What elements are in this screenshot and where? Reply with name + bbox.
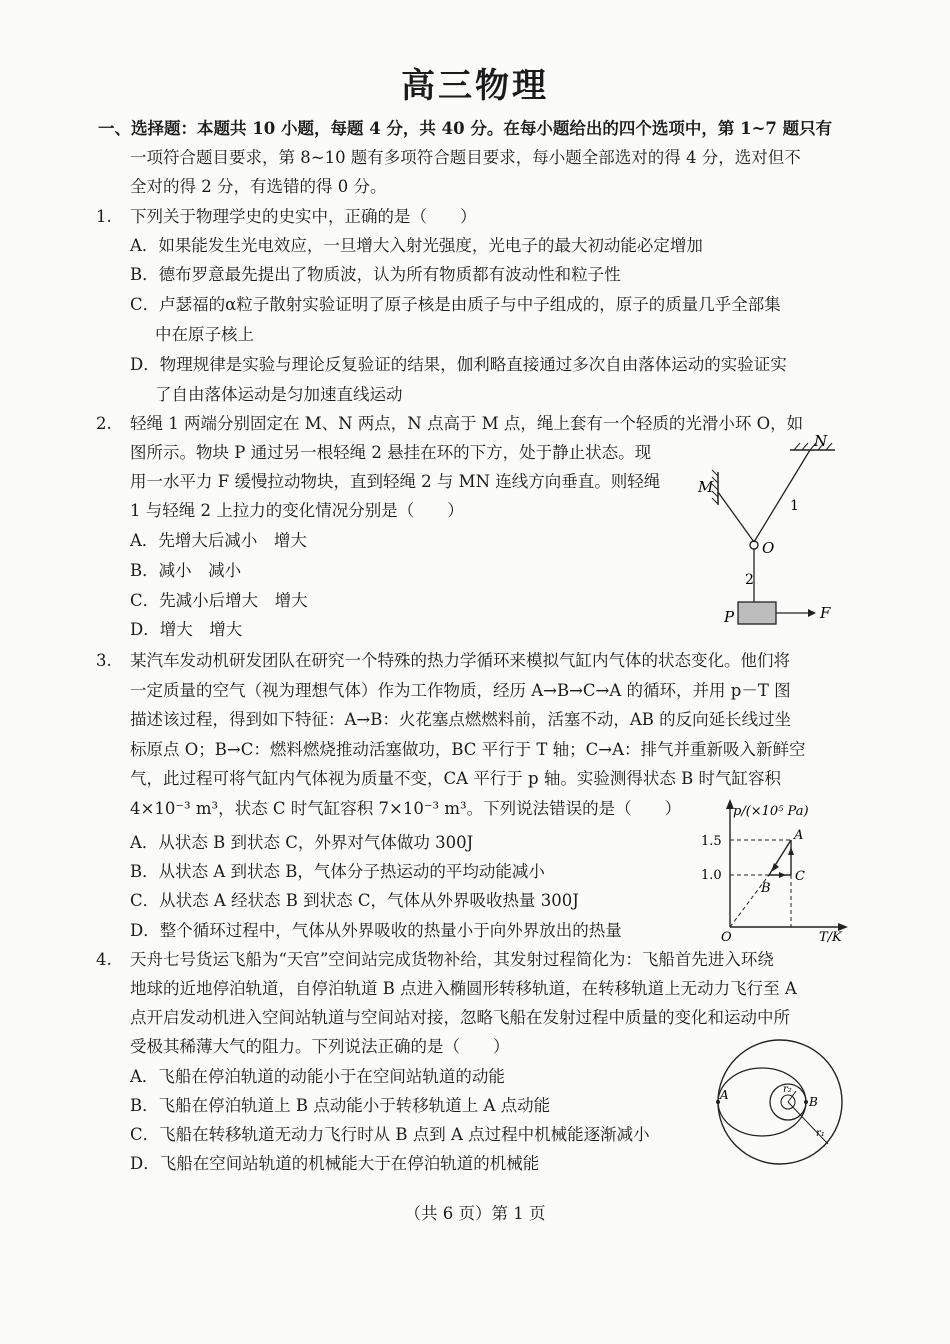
question-stem: 一定质量的空气（视为理想气体）作为工作物质，经历 A→B→C→A 的循环，并用 p－T 图 <box>130 681 791 700</box>
question-number: 4. <box>96 950 112 969</box>
option-a: A．先增大后减小 增大 <box>130 531 307 550</box>
label-a: A <box>720 1088 729 1102</box>
option-c: C．飞船在转移轨道无动力飞行时从 B 点到 A 点过程中机械能逐渐减小 <box>130 1125 650 1144</box>
question-stem: 轻绳 1 两端分别固定在 M、N 两点，N 点高于 M 点，绳上套有一个轻质的光滑小环 O，如 <box>130 414 804 433</box>
rope-1-right <box>754 450 810 542</box>
arrow-b-c <box>779 872 786 878</box>
question-stem: 地球的近地停泊轨道，自停泊轨道 B 点进入椭圆形转移轨道，在转移轨道上无动力飞行至 A <box>130 979 797 998</box>
page-footer: （共 6 页）第 1 页 <box>404 1204 546 1223</box>
transfer-orbit <box>718 1068 806 1136</box>
option-a: A．飞船在停泊轨道的动能小于在空间站轨道的动能 <box>130 1067 505 1086</box>
option-d: D．物理规律是实验与理论反复验证的结果，伽利略直接通过多次自由落体运动的实验证实 <box>130 355 787 374</box>
arrow-a-b <box>771 863 779 872</box>
label-n: N <box>814 432 828 450</box>
question-stem: 点开启发动机进入空间站轨道与空间站对接，忽略飞船在发射过程中质量的变化和运动中所 <box>130 1008 790 1027</box>
option-c: C．从状态 A 经状态 B 到状态 C，气体从外界吸收热量 300J <box>130 891 579 910</box>
option-d: D．飞船在空间站轨道的机械能大于在停泊轨道的机械能 <box>130 1154 540 1173</box>
question-number: 1. <box>96 207 112 226</box>
label-f: F <box>820 604 831 622</box>
question-stem: 标原点 O；B→C：燃料燃烧推动活塞做功，BC 平行于 T 轴；C→A：排气并重新吸入新鲜空 <box>130 740 806 759</box>
orbit-figure <box>710 1032 850 1172</box>
rope-1-left <box>718 492 754 542</box>
point-b-dot <box>804 1100 808 1104</box>
point-c-label: C <box>795 869 805 884</box>
station-orbit <box>718 1040 842 1164</box>
option-a: A．如果能发生光电效应，一旦增大入射光强度，光电子的最大初动能必定增加 <box>130 236 703 255</box>
label-rope-1: 1 <box>790 498 799 514</box>
origin-label: O <box>721 930 732 945</box>
option-b: B．德布罗意最先提出了物质波，认为所有物质都有波动性和粒子性 <box>130 265 621 284</box>
arrow-c-a <box>788 847 794 855</box>
label-o: O <box>762 539 775 557</box>
section-instruction-line: 一、选择题：本题共 10 小题，每题 4 分，共 40 分。在每小题给出的四个选项中，第 1~7 题只有 <box>98 119 833 138</box>
label-r1: r₁ <box>816 1128 825 1139</box>
block-p <box>738 602 776 624</box>
option-c-cont: 中在原子核上 <box>155 325 254 344</box>
question-number: 3. <box>96 651 112 670</box>
rope-ring-figure <box>690 430 850 635</box>
question-stem: 天舟七号货运飞船为“天宫”空间站完成货物补给，其发射过程简化为：飞船首先进入环绕 <box>130 950 774 969</box>
label-rope-2: 2 <box>745 572 754 588</box>
tick-1-5: 1.5 <box>701 834 722 849</box>
label-r2: r₂ <box>783 1084 792 1095</box>
ring-o <box>750 541 758 549</box>
point-a-label: A <box>794 828 804 843</box>
question-stem: 下列关于物理学史的史实中，正确的是（ ） <box>130 207 477 226</box>
option-d: D．增大 增大 <box>130 620 243 639</box>
option-b: B．飞船在停泊轨道上 B 点动能小于转移轨道上 A 点动能 <box>130 1096 551 1115</box>
y-axis-label: p/(×10⁵ Pa) <box>733 804 809 819</box>
question-number: 2. <box>96 414 112 433</box>
question-stem: 描述该过程，得到如下特征：A→B：火花塞点燃燃料前，活塞不动，AB 的反向延长线过坐 <box>130 710 792 729</box>
label-m: M <box>698 478 714 496</box>
label-b: B <box>809 1095 818 1109</box>
option-b: B．从状态 A 到状态 B，气体分子热运动的平均动能减小 <box>130 862 545 881</box>
force-arrow-head <box>808 609 816 617</box>
option-c: C．卢瑟福的α粒子散射实验证明了原子核是由质子与中子组成的，原子的质量几乎全部集 <box>130 295 781 314</box>
question-stem: 某汽车发动机研发团队在研究一个特殊的热力学循环来模拟气缸内气体的状态变化。他们将 <box>130 651 790 670</box>
section-instruction-line: 全对的得 2 分，有选错的得 0 分。 <box>130 177 387 196</box>
option-c: C．先减小后增大 增大 <box>130 591 308 610</box>
x-axis-label: T/K <box>819 930 842 945</box>
point-b-label: B <box>761 881 771 896</box>
section-instruction-line: 一项符合题目要求，第 8~10 题有多项符合题目要求，每小题全部选对的得 4 分，选对但不 <box>130 148 801 167</box>
page-title: 高三物理 <box>401 66 549 106</box>
question-stem: 1 与轻绳 2 上拉力的变化情况分别是（ ） <box>130 501 464 520</box>
p-t-graph <box>695 795 855 945</box>
option-d: D．整个循环过程中，气体从外界吸收的热量小于向外界放出的热量 <box>130 921 622 940</box>
option-a: A．从状态 B 到状态 C，外界对气体做功 300J <box>130 833 474 852</box>
question-stem: 图所示。物块 P 通过另一根轻绳 2 悬挂在环的下方，处于静止状态。现 <box>130 443 652 462</box>
label-p: P <box>724 608 735 626</box>
question-stem: 气，此过程可将气缸内气体视为质量不变，CA 平行于 p 轴。实验测得状态 B 时气缸容积 <box>130 769 781 788</box>
question-stem: 用一水平力 F 缓慢拉动物块，直到轻绳 2 与 MN 连线方向垂直。则轻绳 <box>130 472 661 491</box>
option-d-cont: 了自由落体运动是匀加速直线运动 <box>155 385 403 404</box>
option-b: B．减小 减小 <box>130 561 242 580</box>
tick-1-0: 1.0 <box>701 868 722 883</box>
question-stem: 受极其稀薄大气的阻力。下列说法正确的是（ ） <box>130 1037 510 1056</box>
question-stem: 4×10⁻³ m³，状态 C 时气缸容积 7×10⁻³ m³。下列说法错误的是（ ） <box>130 799 682 818</box>
